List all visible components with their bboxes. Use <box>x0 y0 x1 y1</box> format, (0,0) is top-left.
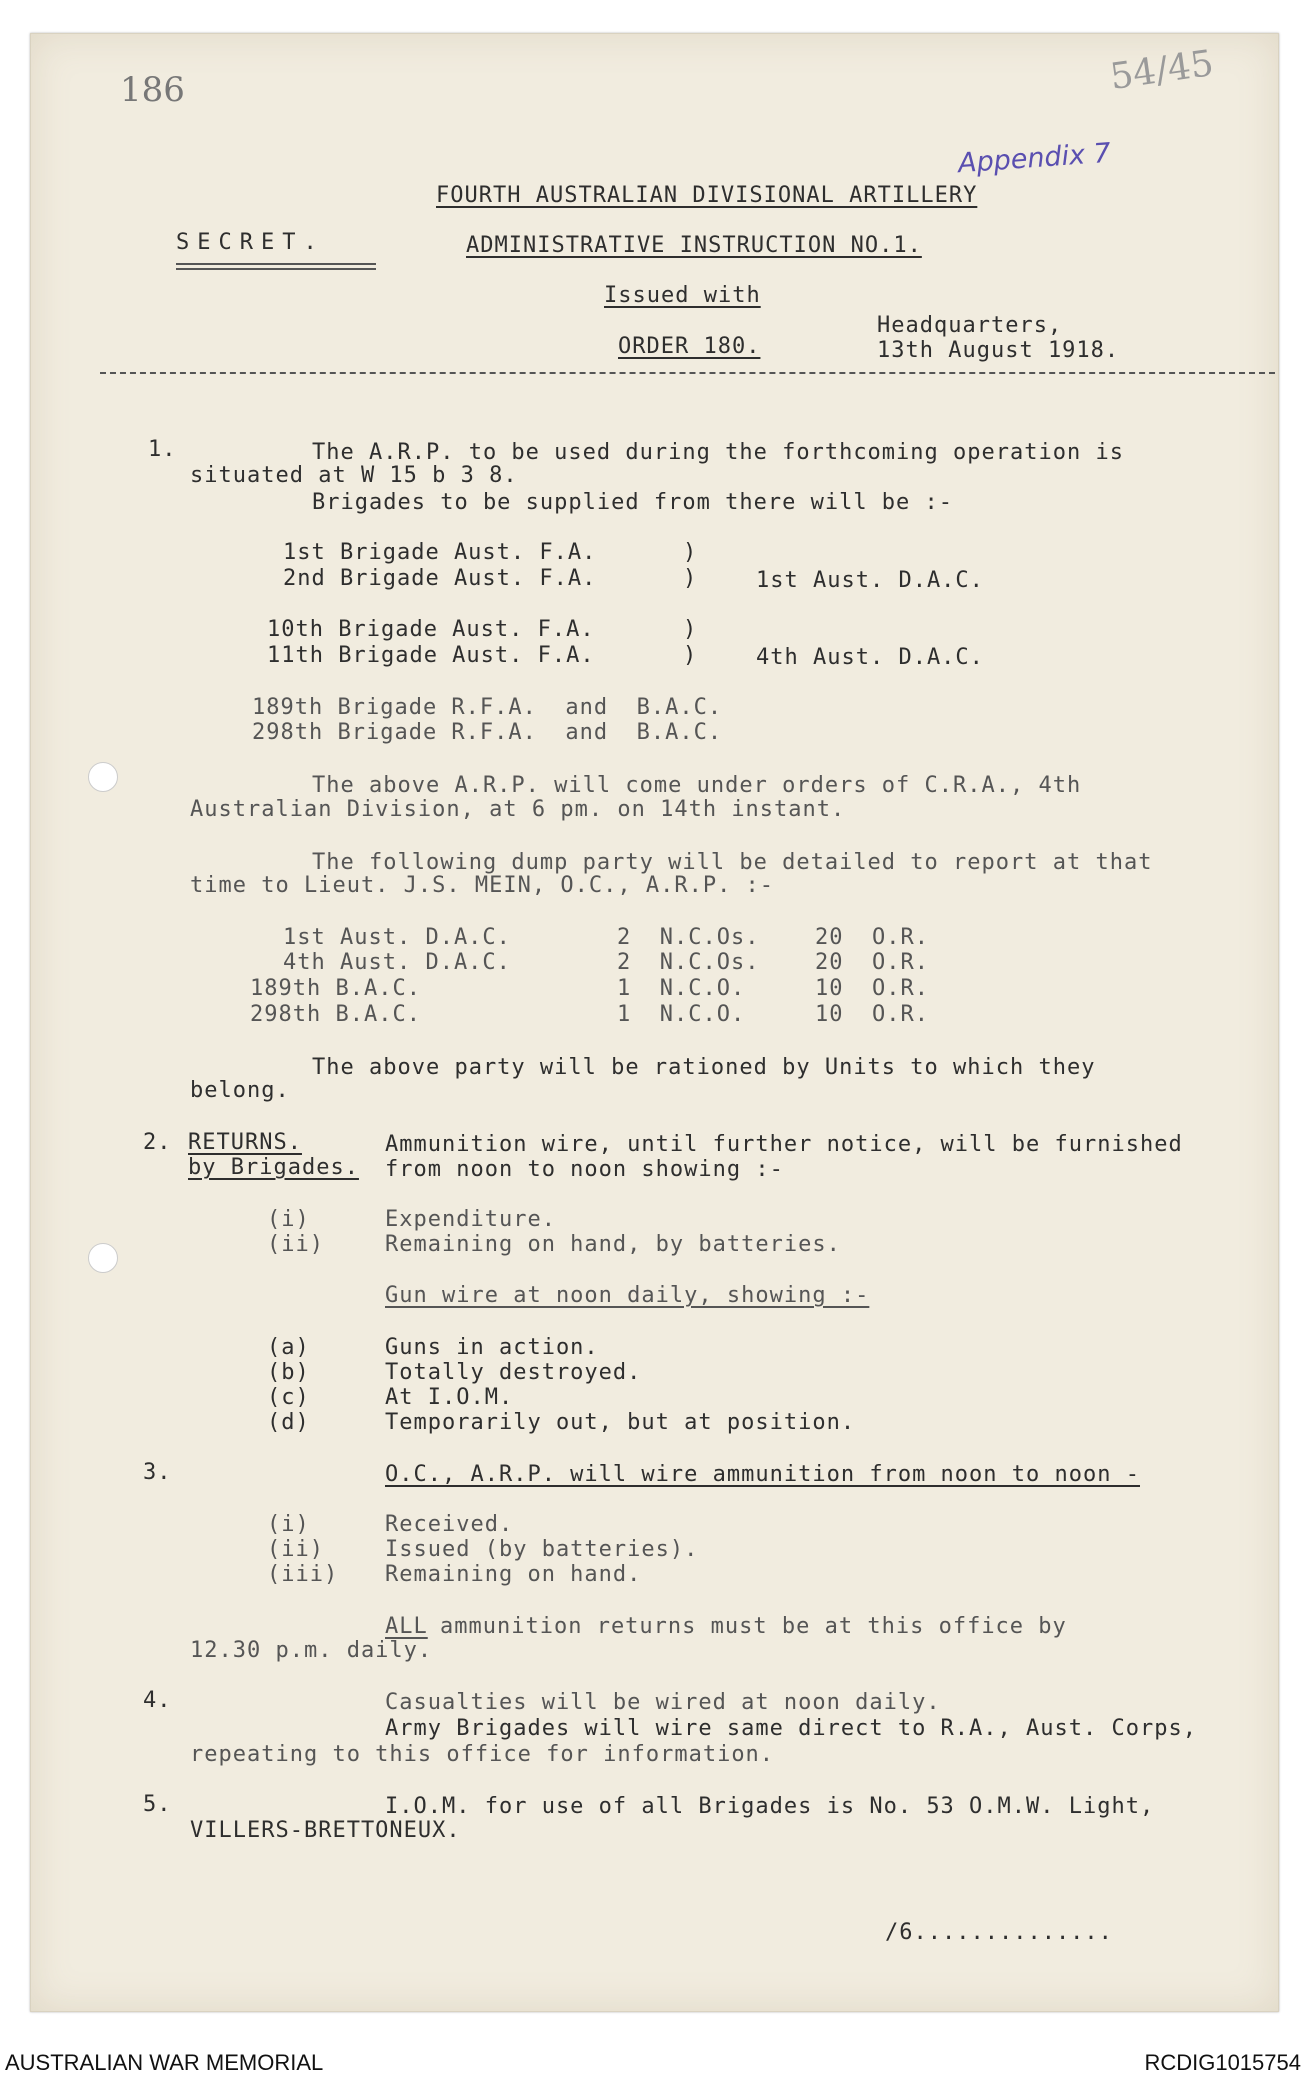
para1-party-line2: time to Lieut. J.S. MEIN, O.C., A.R.P. :- <box>190 873 775 898</box>
para3-item-i-text: Received. <box>385 1512 514 1537</box>
para2-item-ii-marker: (ii) <box>267 1232 324 1257</box>
group1-brigade1: 1st Brigade Aust. F.A. <box>283 540 597 565</box>
party-ncos-3: 1 N.C.O. <box>617 976 746 1001</box>
group2-supply: 4th Aust. D.A.C. <box>756 645 984 670</box>
para3-number: 3. <box>143 1460 172 1485</box>
group1-brigade2: 2nd Brigade Aust. F.A. <box>283 566 597 591</box>
para5-number: 5. <box>143 1792 172 1817</box>
footer-source: AUSTRALIAN WAR MEMORIAL <box>5 2050 324 2075</box>
para3-returns-line2: 12.30 p.m. daily. <box>190 1638 433 1663</box>
document-date: 13th August 1918. <box>877 338 1120 363</box>
party-unit-1: 1st Aust. D.A.C. <box>283 925 511 950</box>
rfa-brigade-298: 298th Brigade R.F.A. and B.A.C. <box>252 720 723 745</box>
party-ncos-2: 2 N.C.Os. <box>617 950 760 975</box>
para3-item-iii-marker: (iii) <box>267 1562 339 1587</box>
para4-number: 4. <box>143 1688 172 1713</box>
para2-item-i-marker: (i) <box>267 1207 310 1232</box>
para2-heading-returns: RETURNS. <box>188 1130 302 1155</box>
continuation-mark: /6.............. <box>885 1920 1113 1945</box>
footer-reference: RCDIG1015754 <box>1144 2050 1301 2075</box>
bracket-3: ) <box>683 617 697 642</box>
para4-line1: Casualties will be wired at noon daily. <box>385 1690 941 1715</box>
gun-item-b-text: Totally destroyed. <box>385 1360 642 1385</box>
bracket-1: ) <box>683 540 697 565</box>
para5-line2: VILLERS-BRETTONEUX. <box>190 1818 461 1843</box>
party-or-3: 10 O.R. <box>815 976 929 1001</box>
para2-heading-brigades: by Brigades. <box>188 1155 359 1180</box>
gun-item-c-text: At I.O.M. <box>385 1385 514 1410</box>
secret-classification: SECRET. <box>176 230 325 255</box>
rfa-brigade-189: 189th Brigade R.F.A. and B.A.C. <box>252 695 723 720</box>
punch-hole-top <box>88 762 118 792</box>
para4-line3: repeating to this office for information. <box>190 1742 775 1767</box>
party-unit-4: 298th B.A.C. <box>250 1002 421 1027</box>
party-unit-3: 189th B.A.C. <box>250 976 421 1001</box>
headquarters-label: Headquarters, <box>877 313 1063 338</box>
para3-heading: O.C., A.R.P. will wire ammunition from noon to noon - <box>385 1462 1140 1487</box>
gun-item-c-marker: (c) <box>267 1385 310 1410</box>
bracket-4: ) <box>683 643 697 668</box>
group2-brigade1: 10th Brigade Aust. F.A. <box>267 617 595 642</box>
gun-item-d-text: Temporarily out, but at position. <box>385 1410 856 1435</box>
gun-item-a-text: Guns in action. <box>385 1335 599 1360</box>
order-number: ORDER 180. <box>618 334 761 359</box>
para1-party-line1: The following dump party will be detailed to report at that <box>312 850 1153 875</box>
para3-item-ii-text: Issued (by batteries). <box>385 1537 699 1562</box>
para3-returns-line1: ammunition returns must be at this office by <box>440 1614 1067 1639</box>
para1-line1: The A.R.P. to be used during the forthcoming operation is <box>312 440 1124 465</box>
para3-all-word: ALL <box>385 1614 428 1639</box>
issued-with: Issued with <box>604 283 761 308</box>
page-number-mark: 186 <box>120 70 185 110</box>
punch-hole-bottom <box>88 1243 118 1273</box>
gun-item-b-marker: (b) <box>267 1360 310 1385</box>
para2-item-i-text: Expenditure. <box>385 1207 556 1232</box>
gun-item-d-marker: (d) <box>267 1410 310 1435</box>
para1-orders-line2: Australian Division, at 6 pm. on 14th instant. <box>190 797 846 822</box>
para2-line1: Ammunition wire, until further notice, will be furnished <box>385 1132 1183 1157</box>
party-or-4: 10 O.R. <box>815 1002 929 1027</box>
para3-item-i-marker: (i) <box>267 1512 310 1537</box>
secret-underline-1 <box>176 263 376 265</box>
para2-number: 2. <box>143 1130 172 1155</box>
para1-line3: Brigades to be supplied from there will be :- <box>312 490 954 515</box>
group1-supply: 1st Aust. D.A.C. <box>756 568 984 593</box>
para1-number: 1. <box>148 437 177 462</box>
gun-item-a-marker: (a) <box>267 1335 310 1360</box>
secret-underline-2 <box>176 268 376 270</box>
appendix-stamp: Appendix 7 <box>957 137 1112 180</box>
para3-item-iii-text: Remaining on hand. <box>385 1562 642 1587</box>
para1-line2: situated at W 15 b 3 8. <box>190 463 518 488</box>
para2-item-ii-text: Remaining on hand, by batteries. <box>385 1232 841 1257</box>
pencil-folio-mark: 54/45 <box>1107 42 1217 99</box>
para1-rationed-line2: belong. <box>190 1078 290 1103</box>
party-or-2: 20 O.R. <box>815 950 929 975</box>
bracket-2: ) <box>683 566 697 591</box>
para5-line1: I.O.M. for use of all Brigades is No. 53 O.M.W. Light, <box>385 1794 1155 1819</box>
gun-wire-heading: Gun wire at noon daily, showing :- <box>385 1283 870 1308</box>
para1-orders-line1: The above A.R.P. will come under orders of C.R.A., 4th <box>312 773 1082 798</box>
document-title: FOURTH AUSTRALIAN DIVISIONAL ARTILLERY <box>436 183 978 208</box>
group2-brigade2: 11th Brigade Aust. F.A. <box>267 643 595 668</box>
para3-item-ii-marker: (ii) <box>267 1537 324 1562</box>
header-rule <box>100 372 1275 374</box>
party-ncos-4: 1 N.C.O. <box>617 1002 746 1027</box>
para1-rationed-line1: The above party will be rationed by Units to which they <box>312 1055 1096 1080</box>
document-subtitle: ADMINISTRATIVE INSTRUCTION NO.1. <box>466 233 922 258</box>
party-unit-2: 4th Aust. D.A.C. <box>283 950 511 975</box>
para4-line2: Army Brigades will wire same direct to R.A., Aust. Corps, <box>385 1716 1197 1741</box>
party-ncos-1: 2 N.C.Os. <box>617 925 760 950</box>
party-or-1: 20 O.R. <box>815 925 929 950</box>
para2-line2: from noon to noon showing :- <box>385 1157 784 1182</box>
